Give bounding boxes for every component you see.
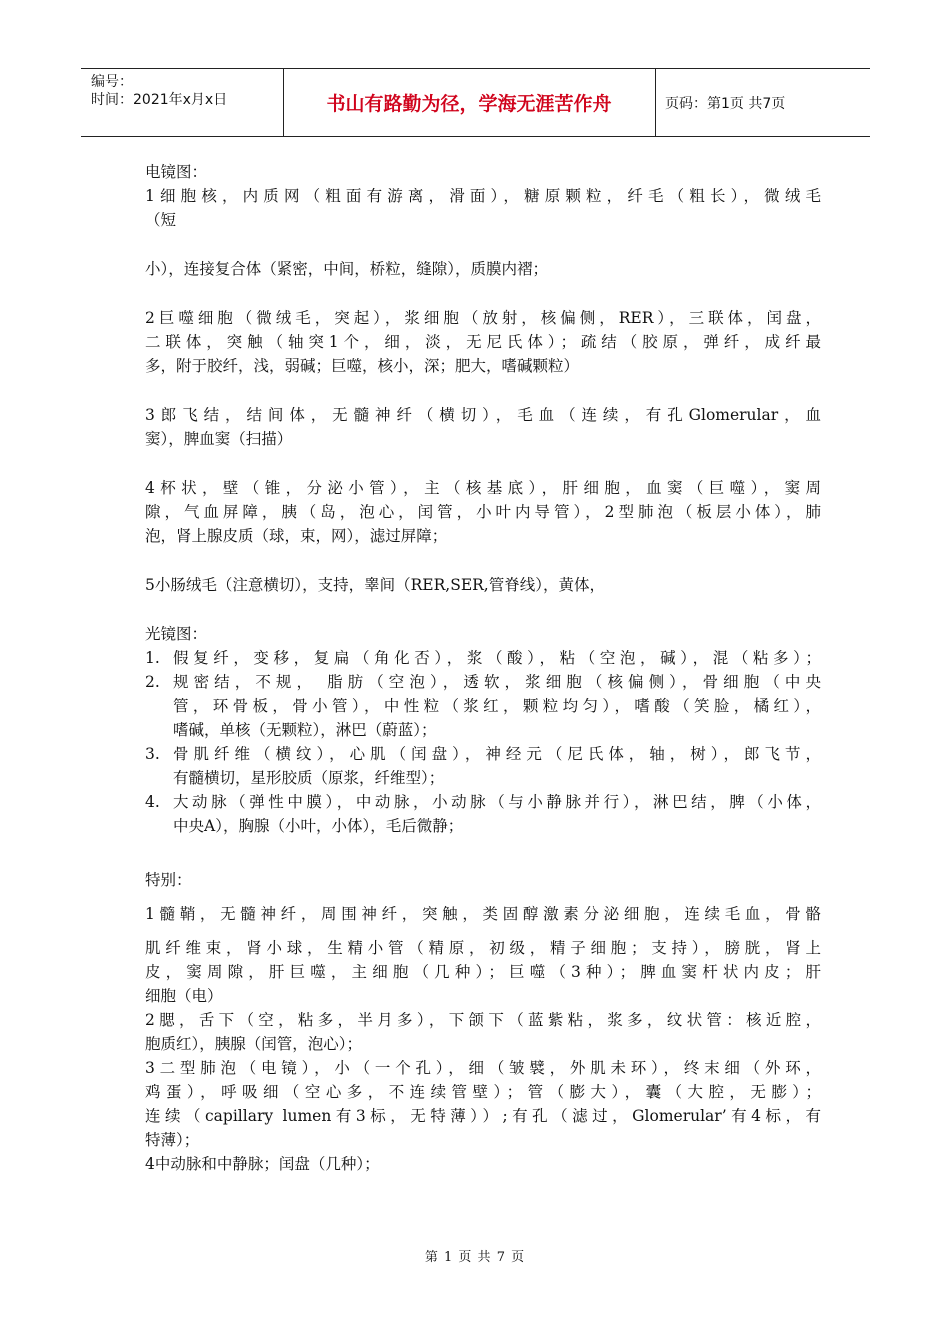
text-line: （短 xyxy=(145,211,177,229)
text-line: 隙，气血屏障，胰（岛，泡心，闰管，小叶内导管），2型肺泡（板层小体），肺 xyxy=(145,503,821,521)
page-footer: 第 1 页 共 7 页 xyxy=(424,1250,526,1265)
list-number: 1. xyxy=(145,649,160,667)
header-meta xyxy=(81,69,284,136)
text-line: 连续（capillary lumen有3标，无特薄））;有孔（滤过，Glomerular’有4标，有 xyxy=(145,1107,821,1125)
section-title-lm: 光镜图： xyxy=(145,625,208,643)
text-line: 细胞（电） xyxy=(145,987,223,1005)
text-line: 规密结，不规， 脂肪（空泡），透软，浆细胞（核偏侧），骨细胞（中央 xyxy=(173,673,821,691)
text-line: 二联体，突触（轴突1个，细，淡，无尼氏体）；疏结（胶原，弹纤，成纤最 xyxy=(145,333,821,351)
text-line: 5小肠绒毛（注意横切），支持，睾间（RER,SER,管脊线），黄体， xyxy=(145,576,605,594)
list-number: 4. xyxy=(145,793,160,811)
text-line: 鸡蛋），呼吸细（空心多，不连续管壁）；管（膨大），囊（大腔，无膨）； xyxy=(145,1083,821,1101)
text-line: 小），连接复合体（紧密，中间，桥粒，缝隙），质膜内褶； xyxy=(145,260,549,278)
list-item xyxy=(145,670,821,694)
text-line: 1髓鞘，无髓神纤，周围神纤，突触，类固醇激素分泌细胞，连续毛血，骨骼 xyxy=(145,905,821,923)
text-line: 皮，窦周隙，肝巨噬，主细胞（几种）；巨噬（3种）；脾血窦杆状内皮；肝 xyxy=(145,963,821,981)
text-line: 管，环骨板，骨小管），中性粒（浆红，颗粒均匀），嗜酸（笑脸，橘红）， xyxy=(173,697,821,715)
text-line: 3郎飞结，结间体，无髓神纤（横切），毛血（连续，有孔Glomerular，血 xyxy=(145,406,821,424)
text-line: 多，附于胶纤，浅，弱碱；巨噬，核小，深；肥大，嗜碱颗粒） xyxy=(145,357,580,375)
text-line: 泡，肾上腺皮质（球，束，网），滤过屏障； xyxy=(145,527,448,545)
text-line: 肌纤维束，肾小球，生精小管（精原，初级，精子细胞；支持），膀胱，肾上 xyxy=(145,939,821,957)
text-line: 2腮，舌下（空，粘多，半月多），下颌下（蓝紫粘，浆多，纹状管：核近腔， xyxy=(145,1011,821,1029)
text-line: 特薄）； xyxy=(145,1131,200,1149)
text-line: 有髓横切，星形胶质（原浆，纤维型）； xyxy=(173,769,445,787)
header-motto: 书山有路勤为径，学海无涯苦作舟 xyxy=(283,69,656,136)
section-title-sp: 特别： xyxy=(145,871,192,889)
section-title-em: 电镜图： xyxy=(145,163,208,181)
text-line: 胞质红），胰腺（闰管，泡心）； xyxy=(145,1035,363,1053)
text-line: 大动脉（弹性中膜），中动脉，小动脉（与小静脉并行），淋巴结，脾（小体， xyxy=(173,793,821,811)
text-line: 2巨噬细胞（微绒毛，突起），浆细胞（放射，核偏侧，RER），三联体，闰盘， xyxy=(145,309,821,327)
document-body xyxy=(145,160,821,1176)
date-label: 时间：2021年x月x日 xyxy=(91,92,228,108)
list-item xyxy=(145,790,821,814)
list-item xyxy=(145,742,821,766)
list-item xyxy=(145,646,821,670)
text-line: 4中动脉和中静脉；闰盘（几种）； xyxy=(145,1155,380,1173)
text-line: 3二型肺泡（电镜），小（一个孔），细（皱襞，外肌未环），终末细（外环， xyxy=(145,1059,821,1077)
text-line: 1细胞核，内质网（粗面有游离，滑面），糖原颗粒，纤毛（粗长），微绒毛 xyxy=(145,187,821,205)
text-line: 嗜碱，单核（无颗粒），淋巴（蔚蓝）； xyxy=(173,721,437,739)
text-line: 4杯状，壁（锥，分泌小管），主（核基底），肝细胞，血窦（巨噬），窦周 xyxy=(145,479,821,497)
page-header xyxy=(81,68,870,137)
text-line: 骨肌纤维（横纹），心肌（闰盘），神经元（尼氏体，轴，树），郎飞节， xyxy=(173,745,821,763)
list-number: 3. xyxy=(145,745,160,763)
text-line: 中央A），胸腺（小叶，小体），毛后微静； xyxy=(173,817,464,835)
header-page-label: 页码：第1页 共7页 xyxy=(665,95,786,112)
list-number: 2. xyxy=(145,673,160,691)
text-line: 窦），脾血窦（扫描） xyxy=(145,430,293,448)
number-label: 编号： xyxy=(91,74,133,90)
text-line: 假复纤，变移，复扁（角化否），浆（酸），粘（空泡，碱），混（粘多）； xyxy=(173,649,821,667)
